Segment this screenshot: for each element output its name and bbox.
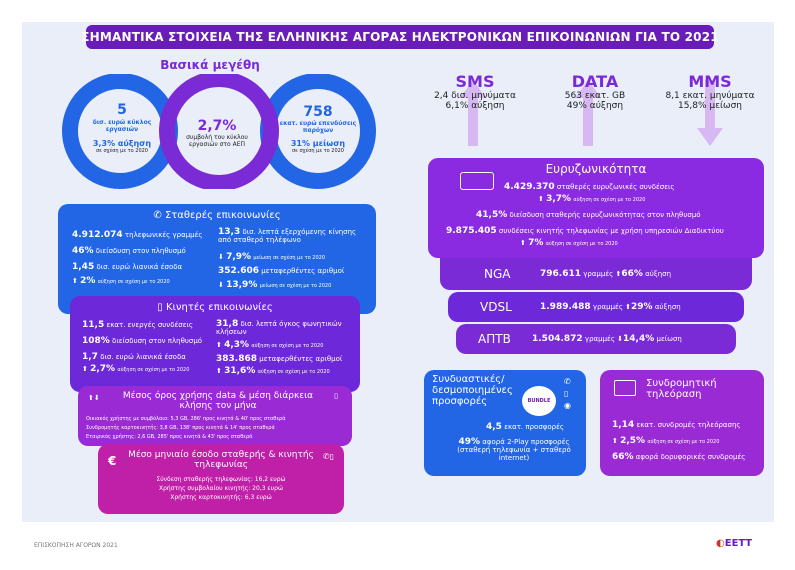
basic-heading: Βασικά μεγέθη: [160, 58, 260, 72]
metric-sms: SMS 2,4 δισ. μηνύματα 6,1% αύξηση: [434, 72, 516, 111]
usage-line-2: Συνδρομητής καρτοκινητής: 3,8 GB, 138' προς κινητά & 14' προς σταθερά: [86, 425, 275, 431]
metric-data: DATA 563 εκατ. GB 49% αύξηση: [564, 72, 626, 111]
bundles-card: [424, 370, 586, 476]
arrow-up-icon: ⬆: [72, 277, 78, 285]
mobile-phone-icon: ▯: [334, 392, 338, 400]
phone-icon: ✆: [153, 210, 162, 221]
metric-mms: MMS 8,1 εκατ. μηνύματα 15,8% μείωση: [665, 72, 755, 111]
mobile-card: [70, 296, 360, 392]
paytv-subscriptions: 1,14 εκατ. συνδρομές τηλεόρασης: [612, 420, 741, 430]
paytv-heading: Συνδρομητική τηλεόραση: [646, 378, 717, 400]
fixed-ported-change: ⬇ 13,9% μείωση σε σχέση με το 2020: [218, 280, 332, 290]
arrow-down-icon: ⬇: [218, 281, 224, 289]
mobile-ported: 383.868 μεταφερθέντες αριθμοί: [216, 354, 343, 364]
revenue-line-1: Σύνδεση σταθερής τηλεφωνίας: 16,2 ευρώ: [156, 476, 286, 483]
mobile-minutes: 31,8 δισ. λεπτά όγκος φωνητικών κλήσεων: [216, 319, 342, 336]
mobile-revenue-change: ⬆ 2,7% αύξηση σε σχέση με το 2020: [82, 364, 190, 374]
mobile-revenue: 1,7 δισ. ευρώ λιανικά έσοδα: [82, 352, 186, 362]
eett-logo: ◐ΕΕΤΤ: [716, 538, 753, 549]
mobile-phone-icon: ▯: [157, 302, 163, 313]
logo-mark-icon: ◐: [716, 538, 725, 549]
fixed-revenue-change: ⬆ 2% αύξηση σε σχέση με το 2020: [72, 276, 170, 286]
arrow-up-icon: ⬆: [538, 195, 544, 203]
funnel-aptv: ΑΠΤΒ 1.504.872 γραμμές ⬇14,4% μείωση: [456, 324, 736, 354]
funnel-vdsl: VDSL 1.989.488 γραμμές ⬆29% αύξηση: [448, 292, 744, 322]
mobile-heading: ▯ Κινητές επικοινωνίες: [157, 302, 273, 313]
paytv-card: [600, 370, 764, 476]
phones-icon: ✆▯: [322, 452, 334, 461]
arrow-down-icon: ⬇: [218, 253, 224, 261]
revenue-line-3: Χρήστης καρτοκινητής: 6,3 ευρώ: [170, 494, 272, 501]
arrow-up-icon: ⬆: [216, 341, 222, 349]
basic-mid: 2,7% συμβολή του κύκλου εργασιών στο ΑΕΠ: [186, 118, 248, 148]
usage-heading: Μέσος όρος χρήσης data & μέση διάρκεια κλήσης τον μήνα: [122, 391, 314, 411]
mobile-penetration: 108% διείσδυση στον πληθυσμό: [82, 336, 203, 346]
mobile-internet: 9.875.405 συνδέσεις κινητής τηλεφωνίας με χρήση υπηρεσιών Διαδικτύου: [446, 226, 724, 236]
usage-card: [78, 386, 352, 446]
basic-right: 758 εκατ. ευρώ επενδύσεις παρόχων 31% μείωση σε σχέση με το 2020: [279, 104, 357, 154]
paytv-change: ⬆ 2,5% αύξηση σε σχέση με το 2020: [612, 436, 720, 446]
revenue-heading: Μέσο μηνιαίο έσοδο σταθερής & κινητής τηλεφωνίας: [128, 450, 314, 470]
revenue-line-2: Χρήστης συμβολαίου κινητής: 20,3 ευρώ: [159, 485, 283, 492]
tv-icon: [614, 380, 636, 396]
broadband-card: [428, 158, 764, 258]
fixed-ported: 352.606 μεταφερθέντες αριθμοί: [218, 266, 345, 276]
mobile-connections: 11,5 εκατ. ενεργές συνδέσεις: [82, 320, 193, 330]
arrow-up-icon: ⬆: [625, 303, 632, 311]
basic-left: 5 δισ. ευρώ κύκλος εργασιών 3,3% αύξηση σε σχέση με το 2020: [92, 102, 152, 154]
bundles-offers: 4,5 εκατ. προσφορές: [486, 422, 564, 432]
bundles-2play: 49% αφορά 2-Play προσφορές (σταθερή τηλεφωνία + σταθερό internet): [457, 437, 571, 462]
funnel-nga: NGA 796.611 γραμμές ⬆66% αύξηση: [440, 258, 752, 290]
broadband-change: ⬆ 3,7% αύξηση σε σχέση με το 2020: [538, 194, 646, 204]
fixed-lines: 4.912.074 τηλεφωνικές γραμμές: [72, 230, 203, 240]
service-icons: ✆ ▯ ◉: [564, 377, 571, 410]
revenue-card: [98, 444, 344, 514]
broadband-connections: 4.429.370 σταθερές ευρυζωνικές συνδέσεις: [504, 182, 675, 192]
page-title: ΣΗΜΑΝΤΙΚΑ ΣΤΟΙΧΕΙΑ ΤΗΣ ΕΛΛΗΝΙΚΗΣ ΑΓΟΡΑΣ ΗΛΕΚΤΡΟΝΙΚΩΝ ΕΠΙΚΟΙΝΩΝΙΩΝ ΓΙΑ ΤΟ 2021: [86, 25, 714, 49]
mobile-minutes-change: ⬆ 4,3% αύξηση σε σχέση με το 2020: [216, 340, 324, 350]
broadband-penetration: 41,5% διείσδυση σταθερής ευρυζωνικότητας στον πληθυσμό: [476, 210, 701, 220]
usage-line-1: Οικιακός χρήστης με συμβόλαιο: 5,3 GB, 286' προς κινητά & 40' προς σταθερά: [86, 416, 286, 422]
mobile-internet-change: ⬆ 7% αύξηση σε σχέση με το 2020: [520, 238, 618, 248]
broadband-heading: Ευρυζωνικότητα: [545, 162, 647, 176]
arrow-up-icon: ⬆: [82, 365, 88, 373]
fixed-penetration: 46% διείσδυση στον πληθυσμό: [72, 246, 186, 256]
router-icon: [460, 172, 494, 190]
fixed-minutes: 13,3 δισ. λεπτά εξερχόμενης κίνησης από σταθερό τηλέφωνο: [218, 227, 357, 244]
arrow-up-icon: ⬆: [520, 239, 526, 247]
arrow-up-icon: ⬆: [216, 367, 222, 375]
arrow-up-icon: ⬆: [612, 437, 618, 445]
usage-line-3: Εταιρικός χρήστης: 2,6 GB, 285' προς κινητά & 43' προς σταθερά: [86, 434, 253, 440]
footer-text: ΕΠΙΣΚΟΠΗΣΗ ΑΓΟΡΩΝ 2021: [34, 542, 118, 549]
mobile-ported-change: ⬆ 31,6% αύξηση σε σχέση με το 2020: [216, 366, 330, 376]
arrows-icon: ⬆⬇: [88, 394, 100, 402]
bundle-badge: BUNDLE: [522, 386, 556, 416]
fixed-minutes-change: ⬇ 7,9% μείωση σε σχέση με το 2020: [218, 252, 326, 262]
fixed-revenue: 1,45 δισ. ευρώ λιανικά έσοδα: [72, 262, 183, 272]
bundles-heading: Συνδυαστικές/ δεσμοποιημένες προσφορές: [432, 374, 513, 407]
arrow-down-icon: ⬇: [617, 335, 624, 343]
paytv-satellite: 66% αφορά δορυφορικές συνδρομές: [612, 452, 746, 462]
arrow-up-icon: ⬆: [615, 270, 622, 278]
fixed-heading: ✆ Σταθερές επικοινωνίες: [153, 210, 281, 221]
euro-icon: €: [108, 454, 117, 468]
